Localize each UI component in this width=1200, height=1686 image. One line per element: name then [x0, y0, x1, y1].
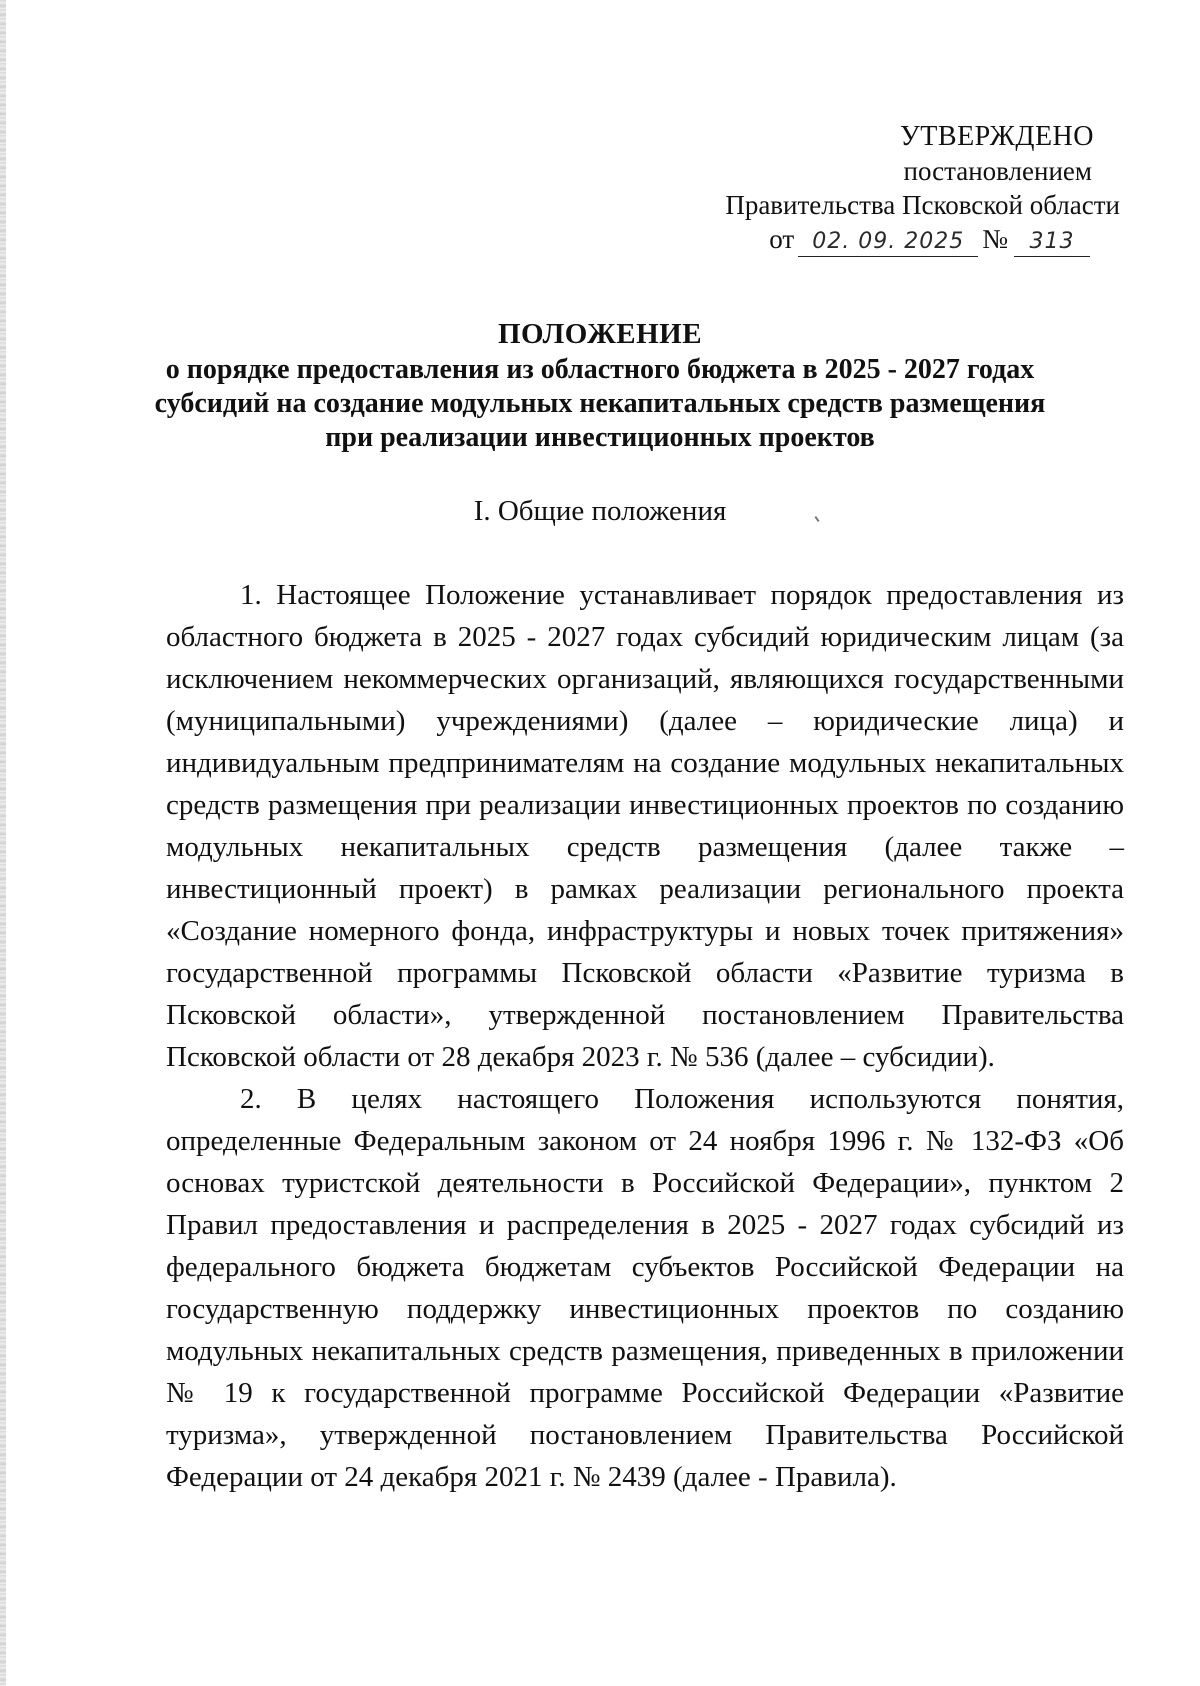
approval-title: УТВЕРЖДЕНО	[899, 121, 1094, 152]
number-sign: №	[982, 224, 1008, 254]
handwritten-date: 02. 09. 2025	[798, 228, 978, 257]
handwritten-number: 313	[1014, 228, 1090, 257]
date-prefix: от	[769, 224, 795, 254]
scan-edge	[0, 0, 6, 1686]
document-subtitle-line-2: субсидий на создание модульных некапитальных средств размещения	[154, 388, 1046, 419]
document-subtitle-line-3: при реализации инвестиционных проектов	[325, 422, 875, 453]
approval-date-line	[700, 222, 1120, 257]
document-title-block	[150, 317, 1050, 455]
document-subtitle-line-1: о порядке предоставления из областного бюджета в 2025 - 2027 годах	[165, 354, 1035, 385]
paragraph-1: 1. Настоящее Положение устанавливает порядок предоставления из областного бюджета в 2025 - 2027 годах субсидий юридическим лицам (за исключением некоммерческих организаций, являющихся государственными (муниципальными) учреждениями) (далее – юридические лица) и индивидуальным предпринимателям на создание модульных некапитальных средств размещения при реализации инвестиционных проектов по созданию модульных некапитальных средств размещения (далее также – инвестиционный проект) в рамках реализации регионального проекта «Создание номерного фонда, инфраструктуры и новых точек притяжения» государственной программы Псковской области «Развитие туризма в Псковской области», утвержденной постановлением Правительства Псковской области от 28 декабря 2023 г. № 536 (далее – субсидии).	[166, 579, 1124, 1073]
section-heading: I. Общие положения	[473, 495, 727, 527]
document-body	[166, 574, 1124, 1498]
document-title: ПОЛОЖЕНИЕ	[497, 318, 703, 350]
approval-line-government: Правительства Псковской области	[725, 190, 1120, 220]
approval-block	[700, 120, 1120, 257]
paragraph-2: 2. В целях настоящего Положения используются понятия, определенные Федеральным законом от 24 ноября 1996 г. № 132-ФЗ «Об основах туристской деятельности в Российской Федерации», пунктом 2 Правил предоставления и распределения в 2025 - 2027 годах субсидий из федерального бюджета бюджетам субъектов Российской Федерации на государственную поддержку инвестиционных проектов по созданию модульных некапитальных средств размещения, приведенных в приложении № 19 к государственной программе Российской Федерации «Развитие туризма», утвержденной постановлением Правительства Российской Федерации от 24 декабря 2021 г. № 2439 (далее - Правила).	[166, 1083, 1124, 1493]
approval-line-decree: постановлением	[903, 156, 1092, 186]
